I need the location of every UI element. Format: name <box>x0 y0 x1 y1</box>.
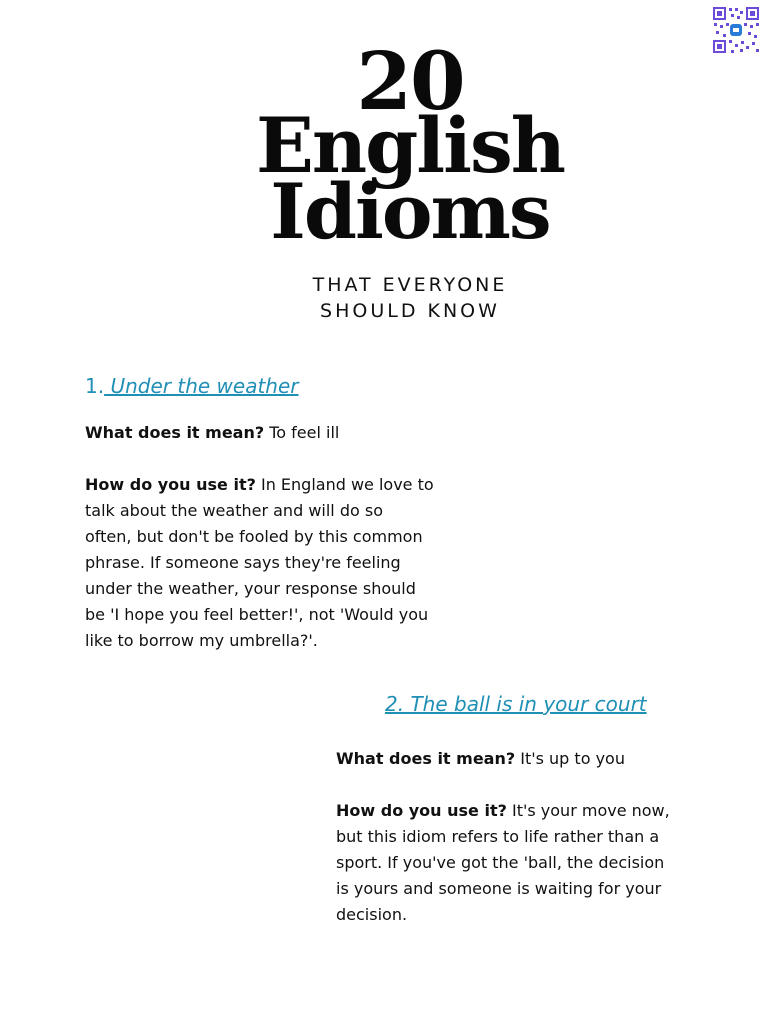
idiom-1-usage-line: like to borrow my umbrella?'. <box>85 631 318 650</box>
idiom-2-usage-line: is yours and someone is waiting for your <box>336 879 662 898</box>
subtitle-line-1: THAT EVERYONE <box>312 274 508 296</box>
subtitle-line-2: SHOULD KNOW <box>320 300 500 322</box>
idiom-1-usage-line: phrase. If someone says they're feeling <box>85 553 401 572</box>
idiom-1-usage-line: often, but don't be fooled by this common <box>85 527 423 546</box>
idiom-1-meaning-label: What does it mean? <box>85 423 265 442</box>
idiom-2-usage-label: How do you use it? <box>336 801 507 820</box>
idiom-2-meaning <box>336 746 736 772</box>
idiom-2-usage <box>336 798 726 928</box>
idiom-1-number: 1. <box>85 374 105 398</box>
title-number: 20 <box>356 34 464 128</box>
idiom-2-usage-line: How do you use it? It's your move now, <box>336 801 670 820</box>
idiom-1-meaning-text: To feel ill <box>264 423 340 442</box>
idiom-1-usage-line: under the weather, your response should <box>85 579 416 598</box>
idiom-2-usage-line: sport. If you've got the 'ball, the decision <box>336 853 665 872</box>
idiom-2-usage-line: but this idiom refers to life rather than a <box>336 827 660 846</box>
idiom-1-usage-line: be 'I hope you feel better!', not 'Would you <box>85 605 429 624</box>
idiom-1-usage <box>85 472 485 654</box>
idiom-1-usage-line: How do you use it? In England we love to <box>85 475 434 494</box>
idiom-1-title-link[interactable]: Under the weather <box>104 374 299 398</box>
title-english: English <box>255 101 565 190</box>
idiom-1-usage-label: How do you use it? <box>85 475 256 494</box>
idiom-2-title-link[interactable]: 2. The ball is in your court <box>385 692 647 716</box>
idiom-1-usage-line: talk about the weather and will do so <box>85 501 383 520</box>
idiom-2-meaning-label: What does it mean? <box>336 749 516 768</box>
idiom-2-usage-line: decision. <box>336 905 408 924</box>
title-idioms: Idioms <box>270 167 550 256</box>
idiom-1-meaning <box>85 420 485 446</box>
idiom-1-heading[interactable] <box>85 374 299 398</box>
idiom-2-meaning-text: It's up to you <box>515 749 625 768</box>
